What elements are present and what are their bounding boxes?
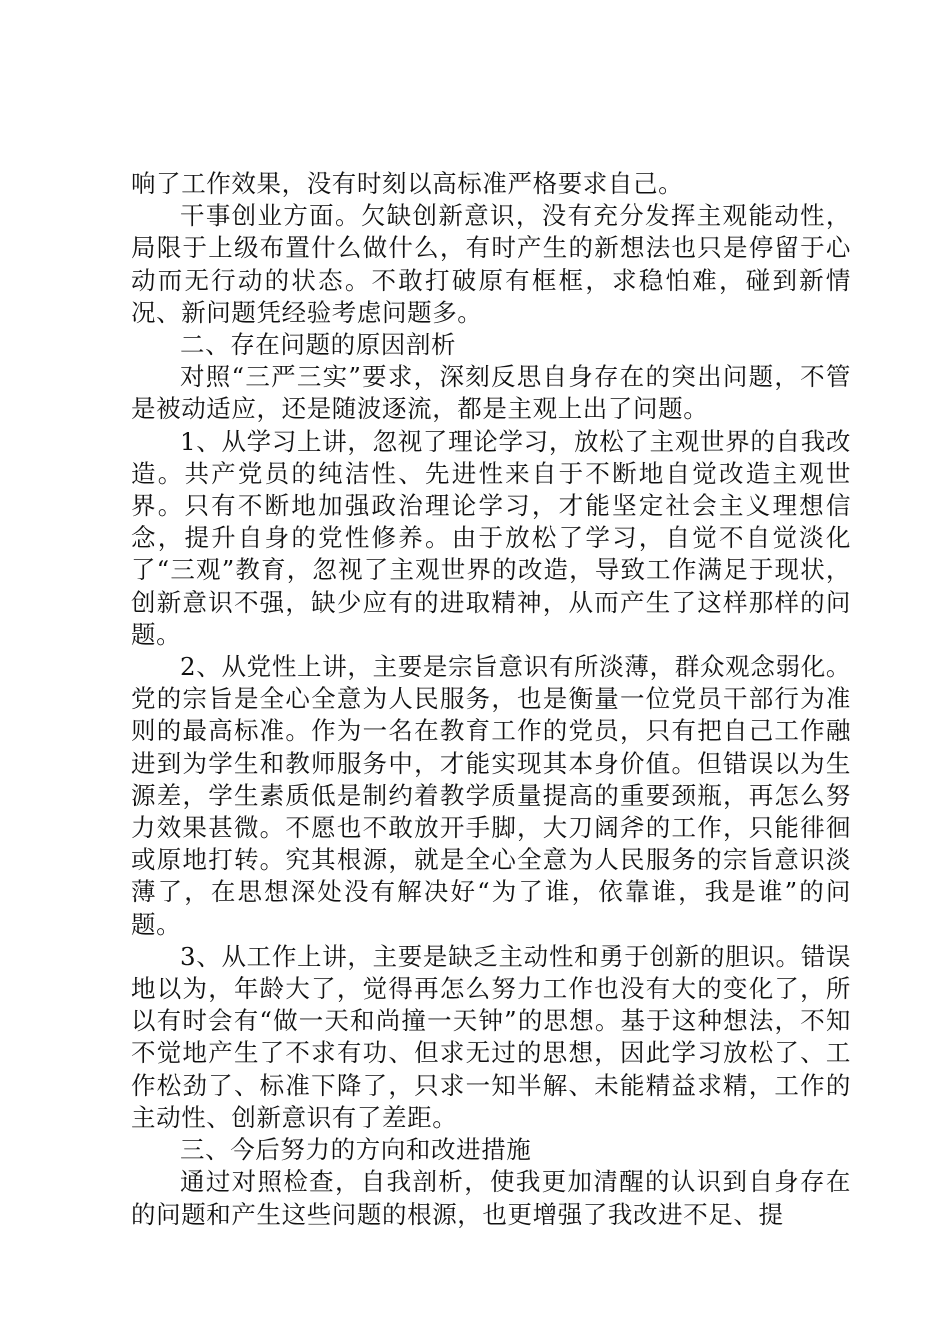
section-heading-improvement: 三、今后努力的方向和改进措施	[180, 1135, 532, 1165]
paragraph-work: 3、从工作上讲，主要是缺乏主动性和勇于创新的胆识。错误地以为，年龄大了，觉得再怎么努力工作也没有大的变化了，所以有时会有“做一天和尚撞一天钟”的思想。基于这种想法，不知不觉地产生了不求有功、但求无过的思想，因此学习放松了、工作松劲了、标准下降了，只求一知半解、未能精益求精，工作的主动性、创新意识有了差距。	[131, 941, 851, 1132]
paragraph-party-spirit: 2、从党性上讲，主要是宗旨意识有所淡薄，群众观念弱化。党的宗旨是全心全意为人民服务，也是衡量一位党员干部行为准则的最高标准。作为一名在教育工作的党员，只有把自己工作融进到为学生和教师服务中，才能实现其本身价值。但错误以为生源差，学生素质低是制约着教学质量提高的重要颈瓶，再怎么努力效果甚微。不愿也不敢放开手脚，大刀阔斧的工作，只能徘徊或原地打转。究其根源，就是全心全意为人民服务的宗旨意识淡薄了，在思想深处没有解决好“为了谁，依靠谁，我是谁”的问题。	[131, 652, 851, 939]
document-body	[131, 168, 851, 1231]
section-heading-cause-analysis: 二、存在问题的原因剖析	[180, 330, 457, 360]
paragraph-three-strict: 对照“三严三实”要求，深刻反思自身存在的突出问题，不管是被动适应，还是随波逐流，都是主观上出了问题。	[131, 362, 851, 424]
paragraph-entrepreneurship: 干事创业方面。欠缺创新意识，没有充分发挥主观能动性，局限于上级布置什么做什么，有时产生的新想法也只是停留于心动而无行动的状态。不敢打破原有框框，求稳怕难，碰到新情况、新问题凭经验考虑问题多。	[131, 201, 851, 327]
paragraph-study: 1、从学习上讲，忽视了理论学习，放松了主观世界的自我改造。共产党员的纯洁性、先进性来自于不断地自觉改造主观世界。只有不断地加强政治理论学习，才能坚定社会主义理想信念，提升自身的党性修养。由于放松了学习，自觉不自觉淡化了“三观”教育，忽视了主观世界的改造，导致工作满足于现状，创新意识不强，缺少应有的进取精神，从而产生了这样那样的问题。	[131, 426, 851, 649]
continuation-paragraph: 响了工作效果，没有时刻以高标准严格要求自己。	[131, 169, 684, 198]
paragraph-self-examination: 通过对照检查，自我剖析，使我更加清醒的认识到自身存在的问题和产生这些问题的根源，也更增强了我改进不足、提	[131, 1167, 851, 1229]
